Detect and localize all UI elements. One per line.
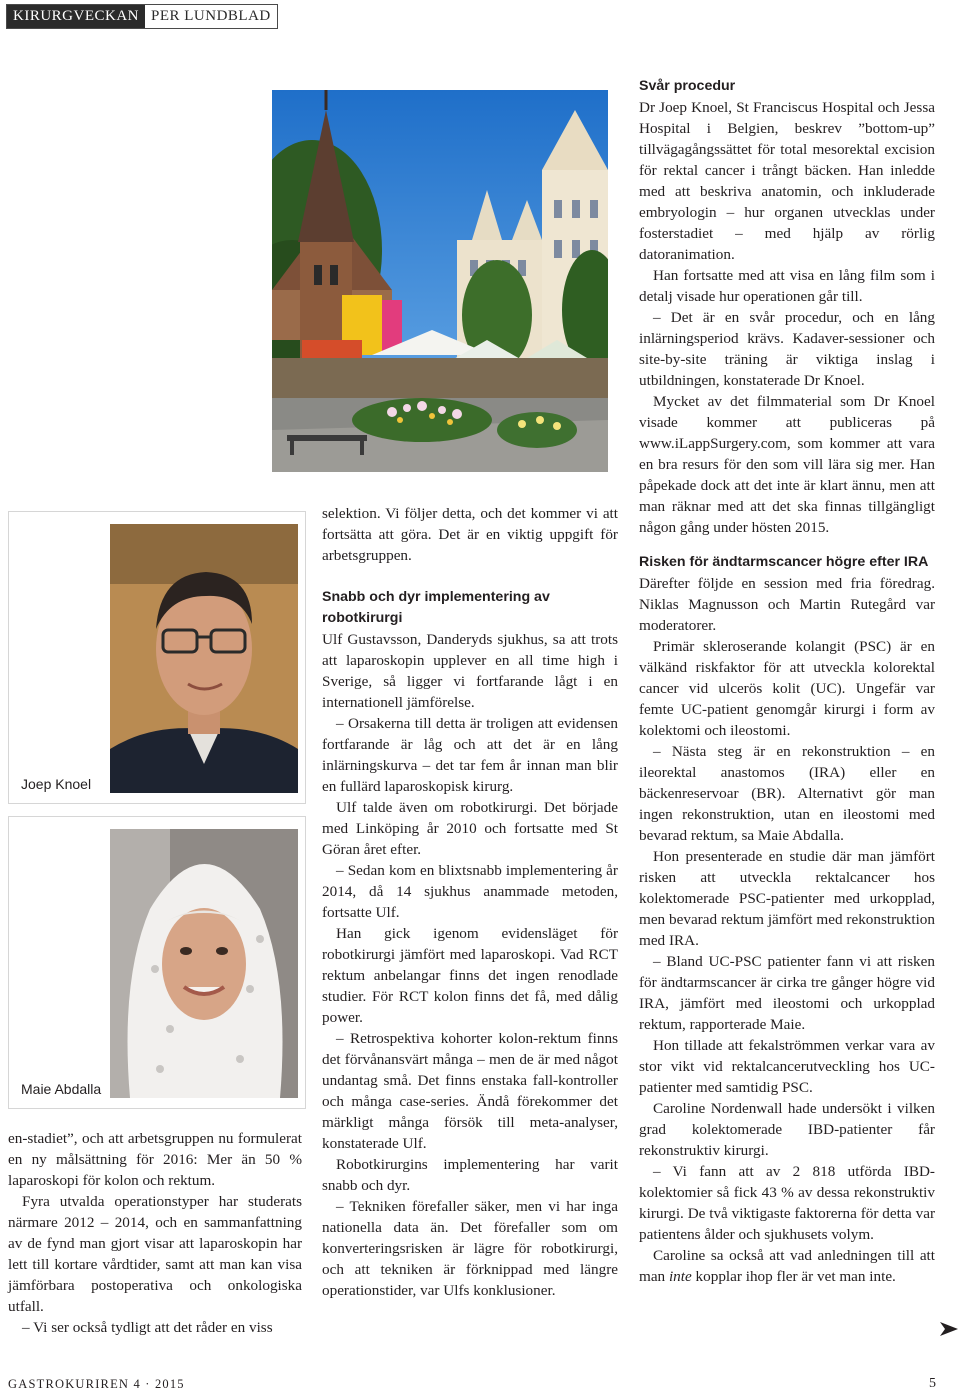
- paragraph: – Det är en svår procedur, och en lång inlärningsperiod krävs. Kadaver-sessioner och site-by-site träning är viktiga inslag i utbildningen, konstaterade Dr Knoel.: [639, 309, 935, 389]
- paragraph: – Tekniken förefaller säker, men vi har inga nationella data än. Det förefaller som om konverteringsrisken är lägre för robotkirurgi, och att tekniken är förknippad med längre operationstider, var Ulfs konklusioner.: [322, 1198, 618, 1299]
- subheading-svar-procedur: Svår procedur: [639, 78, 736, 94]
- paragraph: – Orsakerna till detta är troligen att evidensen fortfarande är låg och att det är en lång inlärningskurva – det tar fem år innan man blir en fullärd laparoskopisk kirurg.: [322, 715, 618, 795]
- paragraph: – Bland UC-PSC patienter fann vi att risken för ändtarmscancer är cirka tre gånger högre vid IRA, jämfört med ileostomi och urkopplad rektum, rapporterade Maie.: [639, 953, 935, 1033]
- section-header-tag: [6, 4, 278, 29]
- paragraph: – Nästa steg är en rekonstruktion – en ileorektal anastomos (IRA) eller en bäckenreservoar (BR). Alternativt gör man ingen rekonstruktion, utan en ileostomi med bevarad rektum, sa Maie Abdalla.: [639, 743, 935, 844]
- emphasis-inte: inte: [668, 1268, 692, 1285]
- paragraph: Mycket av det filmmaterial som Dr Knoel visade kommer att publiceras på www.iLappSurgery.com, som kommer att vara en bra resurs för den som vill lära sig mer. Han påpekade dock att det inte är klart ännu, men att man räknar med att det ska finnas tillgängligt någon gång under hösten 2015.: [639, 393, 935, 536]
- subheading-robotkirurgi: Snabb och dyr implementering av robotkirurgi: [322, 589, 550, 626]
- paragraph: – Sedan kom en blixtsnabb implementering år 2014, då 14 sjukhus anammade metoden, fortsatte Ulf.: [322, 862, 618, 921]
- paragraph: Han gick igenom evidensläget för robotkirurgi jämfört med laparoskopi. Vad RCT rektum anbelangar finns det ingen renodlade studier. För RCT kolon finns det få, med dålig power.: [322, 925, 618, 1026]
- paragraph: Primär skleroserande kolangit (PSC) är en välkänd riskfaktor för att utveckla kolorektal cancer vid ulcerös kolit (UC). Ungefär var femte UC-patient genomgår kirurgi i form av kolektomi och ileostomi.: [639, 638, 935, 739]
- paragraph: – Retrospektiva kohorter kolon-rektum finns det förvånansvärt många – men de är med något undantag små. Det finns enstaka fall-kontroller och många case-series. Ändå förekommer det märkligt många försök till meta-analyser, konstaterade Ulf.: [322, 1030, 618, 1152]
- paragraph: Därefter följde en session med fria föredrag. Niklas Magnusson och Martin Rutegård var moderatorer.: [639, 575, 935, 634]
- column-1: [8, 1128, 302, 1338]
- paragraph: en-stadiet”, och att arbetsgruppen nu formulerat en ny målsättning för 2016: Mer än 50 % laparoskopi för kolon och rektum.: [8, 1130, 302, 1189]
- city-square-photo: [272, 90, 608, 472]
- paragraph: Fyra utvalda operationstyper har studerats närmare 2012 – 2014, och en sammanfattning av de fynd man gjort visar att laparoskopin har lett till kortare vårdtider, samt att man kan visa jämförbara postoperativa och onkologiska utfall.: [8, 1193, 302, 1315]
- paragraph: selektion. Vi följer detta, och det kommer vi att fortsätta att göra. Det är en viktig uppgift för arbetsgruppen.: [322, 505, 618, 564]
- paragraph: Hon presenterade en studie där man jämfört risken att utveckla rektalcancer hos kolektomerade PSC-patienter med urkopplad, men bevarad rektum jämfört med rekonstruktion med IRA.: [639, 848, 935, 949]
- paragraph: – Vi fann att av 2 818 utförda IBD-kolektomier så fick 43 % av dessa rekonstruktiv kirurgi. De två viktigaste faktorerna för detta var patientens ålder och sjukhusets volym.: [639, 1163, 935, 1243]
- paragraph: Robotkirurgins implementering har varit snabb och dyr.: [322, 1156, 618, 1194]
- subheading-risken: Risken för ändtarmscancer högre efter IRA: [639, 554, 929, 570]
- publication-footer: GASTROKURIREN 4 · 2015: [8, 1377, 185, 1391]
- page-number: 5: [929, 1376, 936, 1391]
- paragraph: Ulf talde även om robotkirurgi. Det började med Linköping år 2010 och fortsatte med St Göran året efter.: [322, 799, 618, 858]
- paragraph: Ulf Gustavsson, Danderyds sjukhus, sa att trots att laparoskopin upplever en all time high i Sverige, så ligger vi fortfarande lågt i en internationell jämförelse.: [322, 631, 618, 711]
- column-3: [639, 76, 935, 1287]
- caption-abdalla: Maie Abdalla: [21, 1081, 102, 1097]
- portrait-photo-knoel: [110, 524, 298, 793]
- text-run: Caroline sa också att vad anledningen till att man: [639, 1247, 935, 1285]
- author-label: PER LUNDBLAD: [145, 5, 277, 28]
- caption-knoel: Joep Knoel: [21, 776, 92, 792]
- continue-arrow-icon: [940, 1322, 958, 1336]
- paragraph: [639, 1245, 935, 1287]
- paragraph: – Vi ser också tydligt att det råder en viss: [22, 1319, 273, 1336]
- portrait-frame-abdalla: [8, 816, 306, 1109]
- text-run: kopplar ihop fler är vet man inte.: [691, 1268, 896, 1285]
- column-2: [322, 503, 618, 1301]
- paragraph: Han fortsatte med att visa en lång film som i detalj visade hur operationen går till.: [639, 267, 935, 305]
- paragraph: Dr Joep Knoel, St Franciscus Hospital och Jessa Hospital i Belgien, beskrev ”bottom-up” tillvägagångssättet för total mesorektal excision för rektal cancer i trångt bäcken. Han inledde med att beskriva anatomin, och inkluderade embryologin – hur organen utvecklas under fosterstadiet – med hjälp av rörlig datoranimation.: [639, 99, 935, 263]
- paragraph: Caroline Nordenwall hade undersökt i vilken grad kolektomerade IBD-patienter får rekonstruktiv kirurgi.: [639, 1100, 935, 1159]
- paragraph: Hon tillade att fekalströmmen verkar vara av stor vikt vid rektalcancerutveckling hos UC-patienter med samtidig PSC.: [639, 1037, 935, 1096]
- section-label: KIRURGVECKAN: [7, 5, 145, 28]
- portrait-frame-knoel: [8, 511, 306, 804]
- portrait-photo-abdalla: [110, 829, 298, 1098]
